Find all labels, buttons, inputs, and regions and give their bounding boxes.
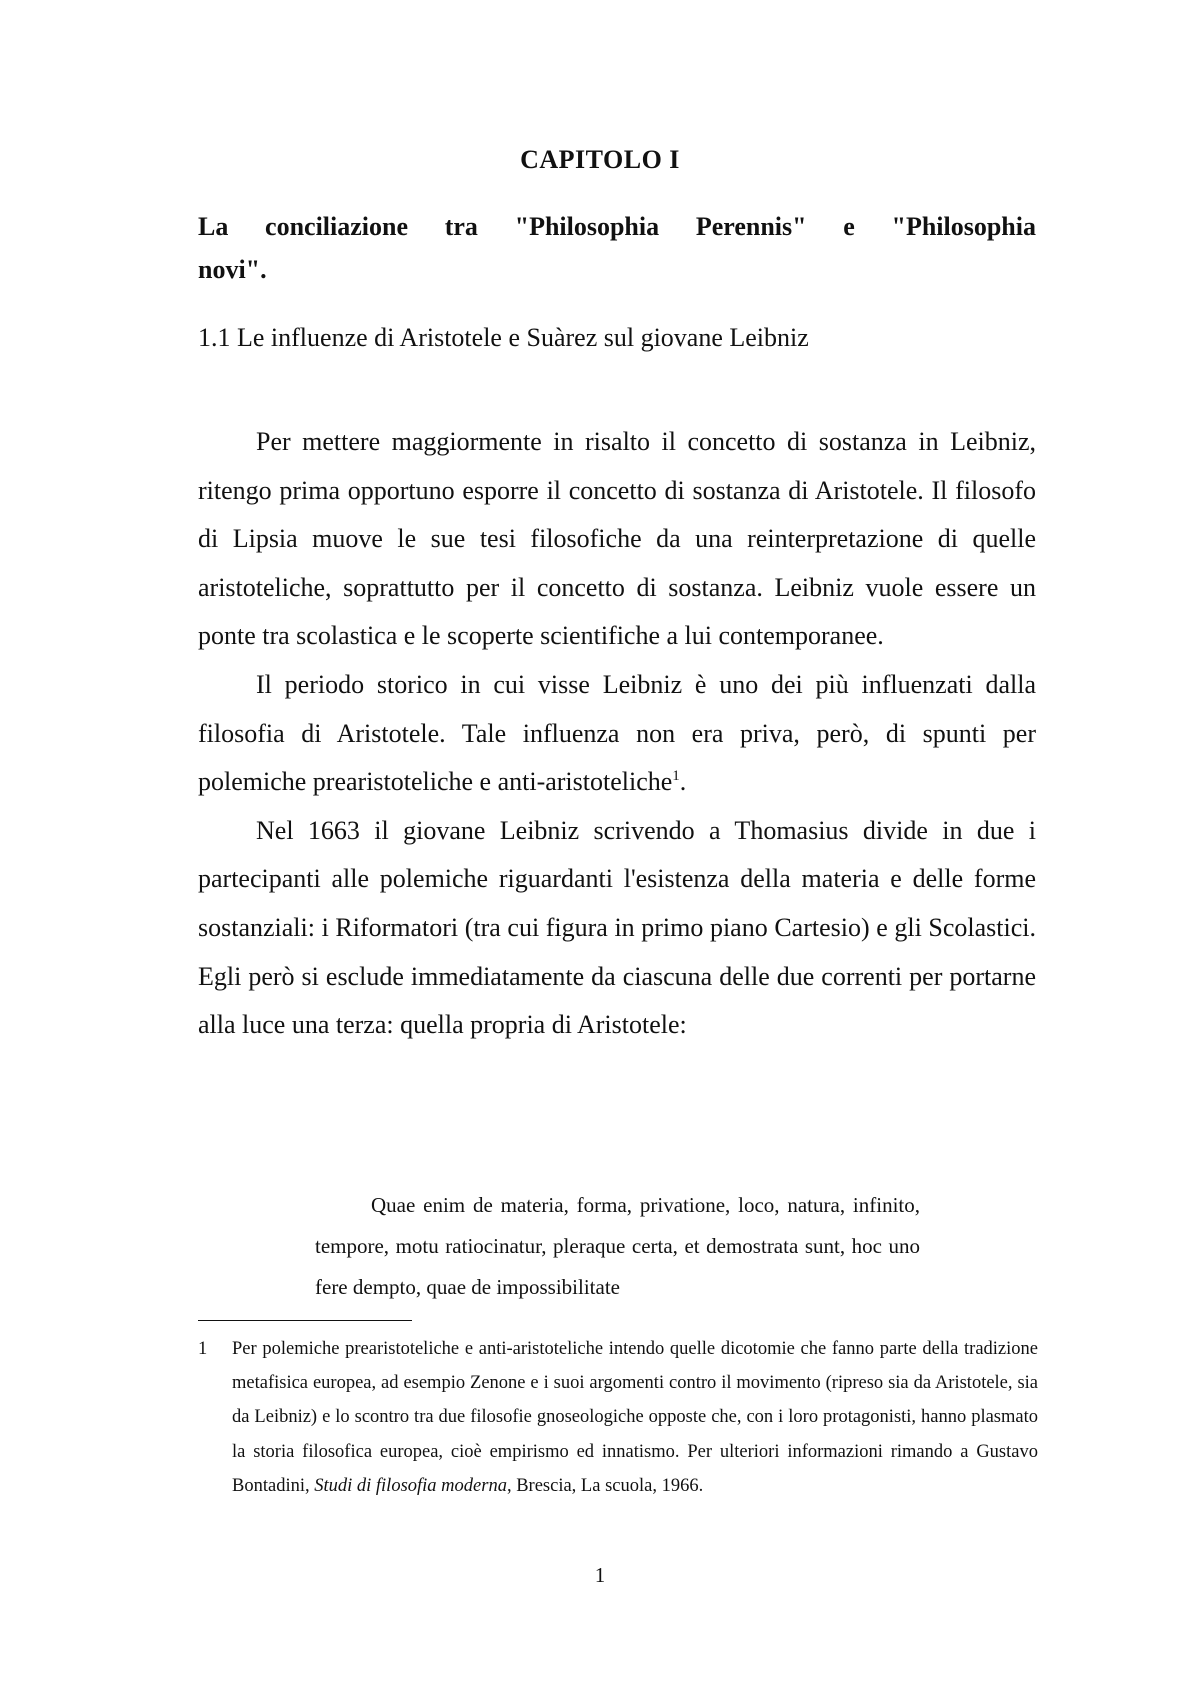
section-title-line-1: La conciliazione tra "Philosophia Perennis" e "Philosophia bbox=[198, 212, 1036, 241]
paragraph bbox=[198, 661, 1036, 807]
footnote bbox=[198, 1332, 1038, 1503]
subsection-title: 1.1 Le influenze di Aristotele e Suàrez sul giovane Leibniz bbox=[198, 323, 809, 352]
footnote-book-title: Studi di filosofia moderna bbox=[314, 1475, 507, 1496]
footnote-body-end: , Brescia, La scuola, 1966. bbox=[506, 1475, 704, 1496]
paragraph: Per mettere maggiormente in risalto il concetto di sostanza in Leibniz, ritengo prima opportuno esporre il concetto di sostanza di Aristotele. Il filosofo di Lipsia muove le sue tesi filosofiche da una reinterpretazione di quelle aristoteliche, soprattutto per il concetto di sostanza. Leibniz vuole essere un ponte tra scolastica e le scoperte scientifiche a lui contemporanee. bbox=[198, 427, 1036, 651]
paragraph-end: . bbox=[679, 767, 687, 797]
block-quote bbox=[315, 1185, 920, 1308]
chapter-heading: CAPITOLO I bbox=[520, 145, 680, 174]
section-title bbox=[198, 205, 1036, 291]
quote-text: Quae enim de materia, forma, privatione, loco, natura, infinito, tempore, motu ratiocinatur, pleraque certa, et demostrata sunt, hoc uno fere dempto, quae de impossibilitate bbox=[315, 1193, 920, 1299]
section-title-line-2: novi". bbox=[198, 255, 267, 284]
footnote-body: Per polemiche prearistoteliche e anti-aristoteliche intendo quelle dicotomie che fanno parte della tradizione metafisica europea, ad esempio Zenone e i suoi argomenti contro il movimento (ripreso sia da Aristotele, sia da Leibniz) e lo scontro tra due filosofie gnoseologiche opposte che, con i loro protagonisti, hanno plasmato la storia filosofica europea, cioè empirismo ed innatismo. Per ulteriori informazioni rimando a Gustavo Bontadini, bbox=[232, 1339, 1038, 1496]
page-number: 1 bbox=[594, 1563, 606, 1587]
paragraph-text: Il periodo storico in cui visse Leibniz è uno dei più influenzati dalla filosofia di Aristotele. Tale influenza non era priva, però, di spunti per polemiche prearistoteliche e anti-aristoteliche bbox=[198, 669, 1036, 797]
footnote-text bbox=[232, 1332, 1038, 1503]
footnote-number: 1 bbox=[198, 1339, 208, 1359]
paragraph: Nel 1663 il giovane Leibniz scrivendo a Thomasius divide in due i partecipanti alle polemiche riguardanti l'esistenza della materia e delle forme sostanziali: i Riformatori (tra cui figura in primo piano Cartesio) e gli Scolastici. Egli però si esclude immediatamente da ciascuna delle due correnti per portarne alla luce una terza: quella propria di Aristotele: bbox=[198, 815, 1036, 1040]
footnote-separator bbox=[198, 1320, 412, 1321]
footnote-reference: 1 bbox=[672, 768, 680, 785]
body-text bbox=[198, 418, 1036, 1050]
